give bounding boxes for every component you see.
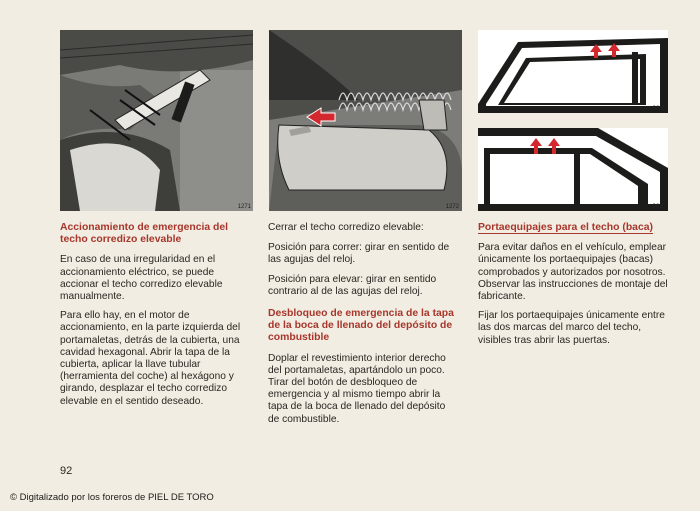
- roof-frame-drawing-2: [478, 128, 668, 211]
- paragraph: Para ello hay, en el motor de accionamiento, en la parte izquierda del portamaletas, detrás de la cubierta, una cavidad hexagonal. Abrir la tapa de la cubierta, aplicar la llave tubular (herramienta del coche) al hexágono y girando, desplazar el techo corredizo elevable en el sentido deseado.: [60, 310, 241, 407]
- column-sunroof: [60, 222, 250, 415]
- paragraph: Para evitar daños en el vehículo, emplear únicamente los portaequipajes (bacas) comprobados y autorizados por nosotros. Observar las instrucciones de montaje del fabricante.: [478, 242, 668, 303]
- paragraph: Fijar los portaequipajes únicamente entre las dos marcas del marco del techo, visibles tras abrir las puertas.: [478, 310, 665, 346]
- figure-number: 1272: [445, 204, 459, 210]
- paragraph: Posición para correr: girar en sentido de las agujas del reloj.: [268, 242, 450, 266]
- paragraph: Doplar el revestimiento interior derecho del portamaletas, apartándolo un poco. Tirar del botón de desbloqueo de emergencia y al mismo tiempo abrir la tapa de la boca de llenado del depósito de combustible.: [268, 352, 446, 425]
- column-fuel-flap: [268, 222, 458, 433]
- section-heading-roof-rack: [478, 222, 668, 234]
- section-heading-sunroof: Accionamiento de emergencia del techo corredizo elevable: [60, 222, 229, 246]
- footer-copyright: © Digitalizado por los foreros de PIEL DE TORO: [10, 492, 214, 503]
- column-roof-rack: [478, 222, 668, 354]
- paragraph: En caso de una irregularidad en el accionamiento eléctrico, se puede accionar el techo corredizo elevable manualmente.: [60, 254, 223, 303]
- roof-frame-drawing-1: [478, 30, 668, 113]
- figure-number: 9837: [652, 204, 666, 210]
- intro-text: Cerrar el techo corredizo elevable:: [268, 222, 424, 233]
- figure-number: 9838: [652, 106, 666, 112]
- figure-number: 1271: [237, 204, 251, 210]
- illustration-roof-marks-estate: [478, 128, 668, 211]
- page-number: 92: [60, 465, 73, 477]
- sunroof-wrench-drawing: [60, 30, 253, 211]
- fuel-flap-drawing: [269, 30, 462, 211]
- section-heading-fuel-flap: Desbloqueo de emergencia de la tapa de la boca de llenado del depósito de combustible: [268, 308, 454, 344]
- illustration-roof-marks-sedan: [478, 30, 668, 113]
- illustration-fuel-flap-release: [269, 30, 462, 211]
- heading-text: Portaequipajes para el techo (baca): [478, 222, 653, 233]
- paragraph: Posición para elevar: girar en sentido contrario al de las agujas del reloj.: [268, 273, 437, 297]
- illustration-sunroof-emergency: [60, 30, 253, 211]
